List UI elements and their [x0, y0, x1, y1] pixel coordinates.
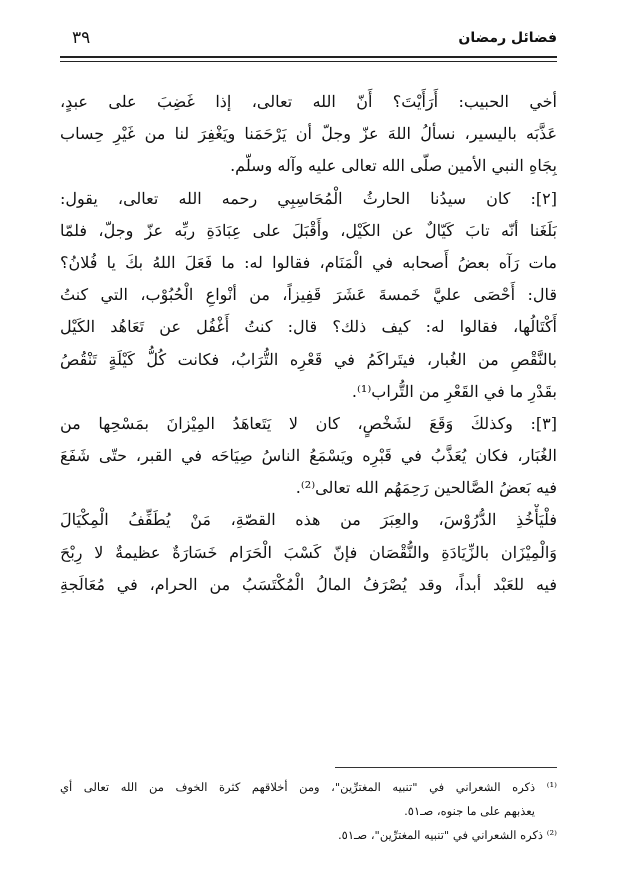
footnote-line: ⁽¹⁾ ذكره الشعراني في "تنبيه المغترِّين"، ومن أخلاقهم كثرة الخوف من الله تعالى أي: [60, 780, 557, 794]
header-rule-thin: [60, 61, 557, 62]
text-line: فيه للعَبْد أبداً، وقد يُصْرَفُ المالُ الْمُكْتَسَبُ من الحرام، في مُعَالَجةِ: [60, 574, 557, 594]
body-text: [60, 86, 557, 601]
text-line: وَالْمِيْزَان بالزِّيَادَةِ والنُّقْصَان فإنّ كَسْبَ الْحَرَام خَسَارَةٌ عظيمةٌ لا رِبْحَ: [60, 542, 557, 562]
text-line: مات رَآه بعضُ أَصحابه في الْمَنَام، فقالوا له: ما فَعَلَ اللهُ بكَ يا فُلانُ؟: [60, 252, 557, 272]
text-line: بالنَّقْصِ من الغُبار، فيتَراكَمُ في قَعْرِه التُّرَابُ، فكانت كُلُّ كَيْلَةٍ تَنْقُصُ: [60, 349, 557, 369]
text-line: عَذَّبَه باليسير، نسألُ اللهَ عزّ وجلّ أن يَرْحَمَنا ويَغْفِرَ لنا من غَيْرِ حِساب: [60, 124, 557, 144]
text-line: الغُبَار، فكان يُعَذَّبُ في قَبْرِه ويَسْمَعُ الناسُ صِيَاحَه في القبر، حتّى شَفَعَ: [60, 446, 557, 466]
text-line: [٣]: وكذلكَ وَقَعَ لشَخْصٍ، كان لا يَتَعاهَدُ المِيْزانَ بمَسْحِها من: [60, 413, 557, 433]
text-line: قال: أَحْصَى عليَّ خَمسةَ عَشَرَ قَفِيزاً، من أنْواعِ الْحُبُوْب، التي كنتُ: [60, 285, 557, 305]
footnotes: [60, 775, 557, 847]
text-line: فلْيَأْخُذِ الدُّرُوْسَ، والعِبَرَ من هذه القصّةِ، مَنْ يُطَفِّفُ الْمِكْيَالَ: [60, 510, 557, 530]
footnote-line: يعذبهم على ما جنوه، صـ٥١.: [404, 804, 535, 818]
text-line: [٢]: كان سيدُنا الحارثُ الْمُحَاسِبِي رحمه الله تعالى، يقول:: [60, 188, 557, 208]
text-line: فيه بَعضُ الصَّالحين رَحِمَهُم الله تعالى⁽²⁾.: [295, 478, 557, 498]
footnote-separator: [335, 767, 557, 768]
book-title: فضائل رمضان: [458, 30, 557, 46]
text-line: أَكْتَالُها، فقالوا له: كيف ذلك؟ قال: كنتُ أَغْفُل عن تَعَاهُد الكَيْل: [60, 317, 557, 337]
page-header: [60, 28, 557, 56]
footnote-line: ⁽²⁾ ذكره الشعراني في "تنبيه المغترِّين"، صـ٥١.: [338, 828, 557, 842]
text-line: أخي الحبيب: أَرَأَيْتَ؟ أَنّ الله تعالى، إذا غَضِبَ على عبدٍ،: [60, 92, 557, 111]
text-line: بِجَاهِ النبي الأمين صلّى الله تعالى عليه وآله وسلّم.: [230, 156, 557, 176]
text-line: بقَدْرِ ما في القَعْرِ من التُّراب⁽¹⁾.: [351, 381, 557, 401]
header-rule-thick: [60, 56, 557, 58]
page-number: ٣٩: [72, 28, 91, 48]
text-line: بَلَغَنا أنّه تابَ كَيّالٌ عن الكَيْل، وأَقْبَلَ على عِبَادَةِ ربِّه عزّ وجلّ، فلمّا: [60, 220, 557, 240]
